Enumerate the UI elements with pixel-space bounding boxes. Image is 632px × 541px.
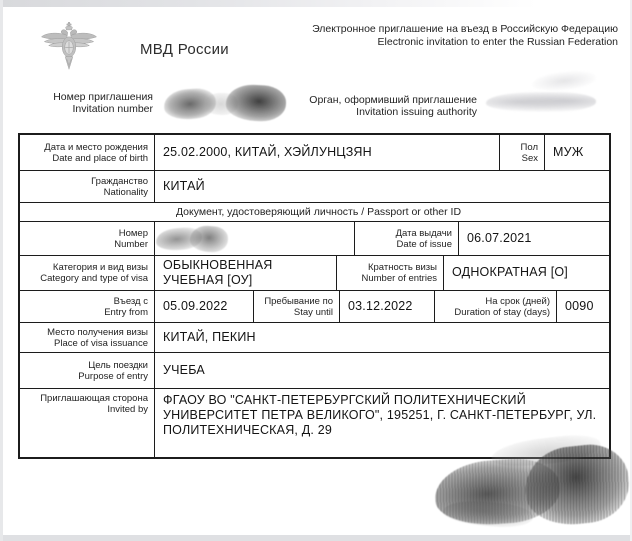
document-title-en: Electronic invitation to enter the Russian Federation <box>377 36 618 48</box>
field-visa-place-label: Место получения визы Place of visa issuance <box>20 323 155 352</box>
row-birth <box>20 135 609 171</box>
field-birth-value: 25.02.2000, КИТАЙ, ХЭЙЛУНЦЗЯН <box>155 135 500 170</box>
agency-name: МВД России <box>140 41 229 58</box>
field-entry-from-label: Въезд с Entry from <box>20 291 155 322</box>
row-entry-dates <box>20 291 609 323</box>
mvd-eagle-emblem-icon <box>40 20 98 74</box>
field-birth-label: Дата и место рождения Date and place of birth <box>20 135 155 170</box>
field-visa-place-value: КИТАЙ, ПЕКИН <box>163 329 256 344</box>
field-nationality-label: Гражданство Nationality <box>20 171 155 202</box>
field-visa-category-label: Категория и вид визы Category and type of visa <box>20 256 155 290</box>
field-stay-until-label: Пребывание по Stay until <box>254 291 340 322</box>
field-nationality-value: КИТАЙ <box>163 178 205 193</box>
field-duration-label: На срок (дней) Duration of stay (days) <box>435 291 557 322</box>
row-visa-place <box>20 323 609 353</box>
redaction-invitation-number <box>164 85 286 123</box>
field-entries-label: Кратность визы Number of entries <box>337 256 444 290</box>
field-purpose-value: УЧЕБА <box>163 362 205 377</box>
row-invited-by <box>20 389 609 457</box>
issuing-authority-label: Орган, оформивший приглашение Invitation issuing authority <box>309 94 477 118</box>
field-sex-value: МУЖ <box>553 144 584 159</box>
redaction-issuing-authority-value <box>486 84 596 114</box>
field-passport-number-label: Номер Number <box>20 222 155 255</box>
invitation-table <box>18 133 611 459</box>
document-section-header: Документ, удостоверяющий личность / Passport or other ID <box>175 206 462 218</box>
document-title-ru: Электронное приглашение на въезд в Российскую Федерацию <box>312 23 618 35</box>
invitation-number-label: Номер приглашения Invitation number <box>53 91 153 115</box>
document-title <box>278 23 618 49</box>
scan-edge-top <box>0 0 632 7</box>
field-passport-number-value <box>155 222 355 255</box>
scan-edge-bottom <box>0 535 632 541</box>
field-date-of-issue-label: Дата выдачи Date of issue <box>355 222 459 255</box>
field-invited-by-value: ФГАОУ ВО "САНКТ-ПЕТЕРБУРГСКИЙ ПОЛИТЕХНИЧЕСКИЙ УНИВЕРСИТЕТ ПЕТРА ВЕЛИКОГО", 195251, Г. САНКТ-ПЕТЕРБУРГ, УЛ. ПОЛИТЕХНИЧЕСКАЯ, Д. 29 <box>163 393 597 437</box>
row-passport-number <box>20 222 609 256</box>
field-visa-category-value: ОБЫКНОВЕННАЯ УЧЕБНАЯ [ОУ] <box>155 256 337 290</box>
field-sex-label: Пол Sex <box>500 135 545 170</box>
row-document-section <box>20 203 609 222</box>
row-purpose <box>20 353 609 389</box>
field-stay-until-value: 03.12.2022 <box>340 291 435 322</box>
scan-edge-left <box>0 0 3 541</box>
field-purpose-label: Цель поездки Purpose of entry <box>20 353 155 388</box>
field-invited-by-label: Приглашающая сторона Invited by <box>20 389 155 457</box>
field-entries-value: ОДНОКРАТНАЯ [О] <box>452 265 568 279</box>
field-entry-from-value: 05.09.2022 <box>155 291 254 322</box>
row-visa-category <box>20 256 609 291</box>
row-nationality <box>20 171 609 203</box>
field-date-of-issue-value: 06.07.2021 <box>467 230 532 245</box>
field-duration-value: 0090 <box>565 298 594 313</box>
